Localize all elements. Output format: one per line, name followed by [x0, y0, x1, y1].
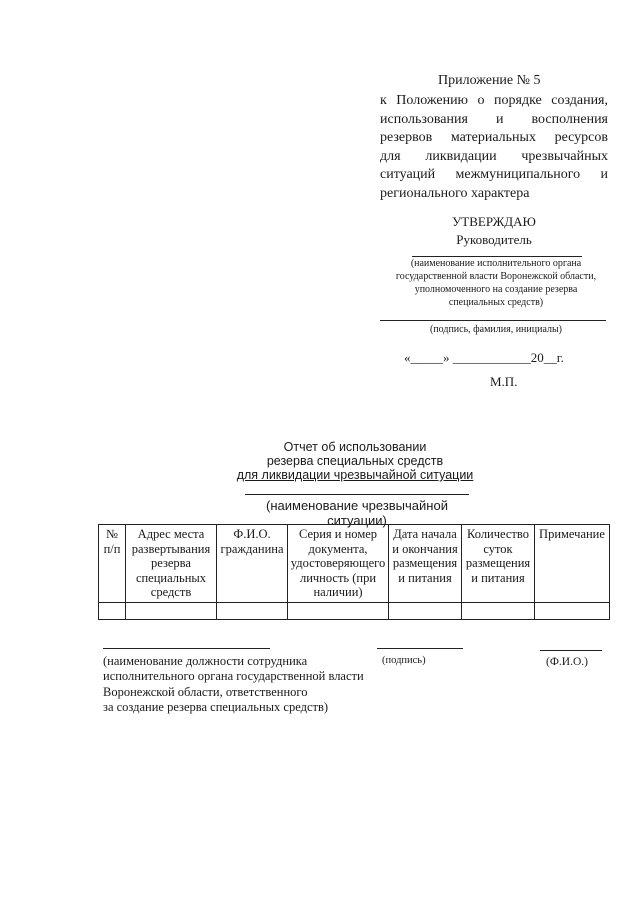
- org-note-line: специальных средств): [448, 297, 544, 308]
- annex-title: Приложение № 5: [438, 73, 541, 88]
- position-note-line: за создание резерва специальных средств): [103, 699, 329, 714]
- column-header: Дата начала и окончания размещения и питания: [389, 525, 462, 603]
- annex-line: ситуаций межмуниципального и: [380, 167, 608, 183]
- annex-line: резервов материальных ресурсов: [380, 130, 608, 146]
- report-title-line: Отчет об использовании: [283, 440, 427, 454]
- table-cell: [535, 602, 610, 619]
- table-cell: [288, 602, 389, 619]
- column-header: Примечание: [535, 525, 610, 603]
- table-cell: [462, 602, 535, 619]
- fio-line: [540, 650, 602, 651]
- report-title: [200, 440, 510, 482]
- column-header: Ф.И.О. гражданина: [217, 525, 288, 603]
- position-note: [103, 654, 364, 715]
- org-note-line: уполномоченного на создание резерва: [414, 284, 578, 295]
- footer-fio-note: (Ф.И.О.): [546, 656, 588, 668]
- signature-footer-line: [377, 648, 463, 649]
- table-cell: [389, 602, 462, 619]
- column-header: Адрес места развертывания резерва специальных средств: [126, 525, 217, 603]
- org-note-line: (наименование исполнительного органа: [410, 258, 582, 269]
- table-cell: [126, 602, 217, 619]
- situation-note: (наименование чрезвычайной ситуации): [266, 498, 448, 528]
- situation-line: [245, 494, 469, 495]
- column-header: № п/п: [99, 525, 126, 603]
- approval-subtitle: Руководитель: [456, 232, 532, 247]
- approval-date: «_____» ____________20__г.: [404, 350, 564, 365]
- column-header: Серия и номер документа, удостоверяющего личность (при наличии): [288, 525, 389, 603]
- annex-line: к Положению о порядке создания,: [380, 93, 608, 108]
- signature-line: [380, 320, 606, 321]
- table-cell: [99, 602, 126, 619]
- position-note-line: Воронежской области, ответственного: [103, 684, 308, 699]
- table-header-row: [99, 525, 610, 603]
- table-row: [99, 602, 610, 619]
- position-note-line: исполнительного органа государственной власти: [103, 669, 364, 684]
- annex-reference: [380, 92, 608, 204]
- position-note-line: (наименование должности сотрудника: [103, 654, 308, 668]
- report-title-line: для ликвидации чрезвычайной ситуации: [236, 468, 474, 482]
- column-header: Количество суток размещения и питания: [462, 525, 535, 603]
- org-note-line: государственной власти Воронежской области,: [395, 271, 597, 282]
- footer-signature-note: (подпись): [382, 655, 426, 666]
- report-title-line: резерва специальных средств: [266, 454, 444, 468]
- approval-block: [380, 213, 608, 249]
- annex-line: использования и восполнения: [380, 111, 608, 127]
- stamp-place: М.П.: [490, 374, 518, 389]
- table-cell: [217, 602, 288, 619]
- approval-title: УТВЕРЖДАЮ: [452, 214, 536, 229]
- signature-note: (подпись, фамилия, инициалы): [429, 324, 563, 335]
- report-table: [98, 524, 610, 620]
- annex-line: для ликвидации чрезвычайных: [380, 148, 608, 164]
- position-line: [103, 648, 270, 649]
- annex-line: регионального характера: [380, 185, 530, 201]
- org-name-note: [384, 257, 608, 309]
